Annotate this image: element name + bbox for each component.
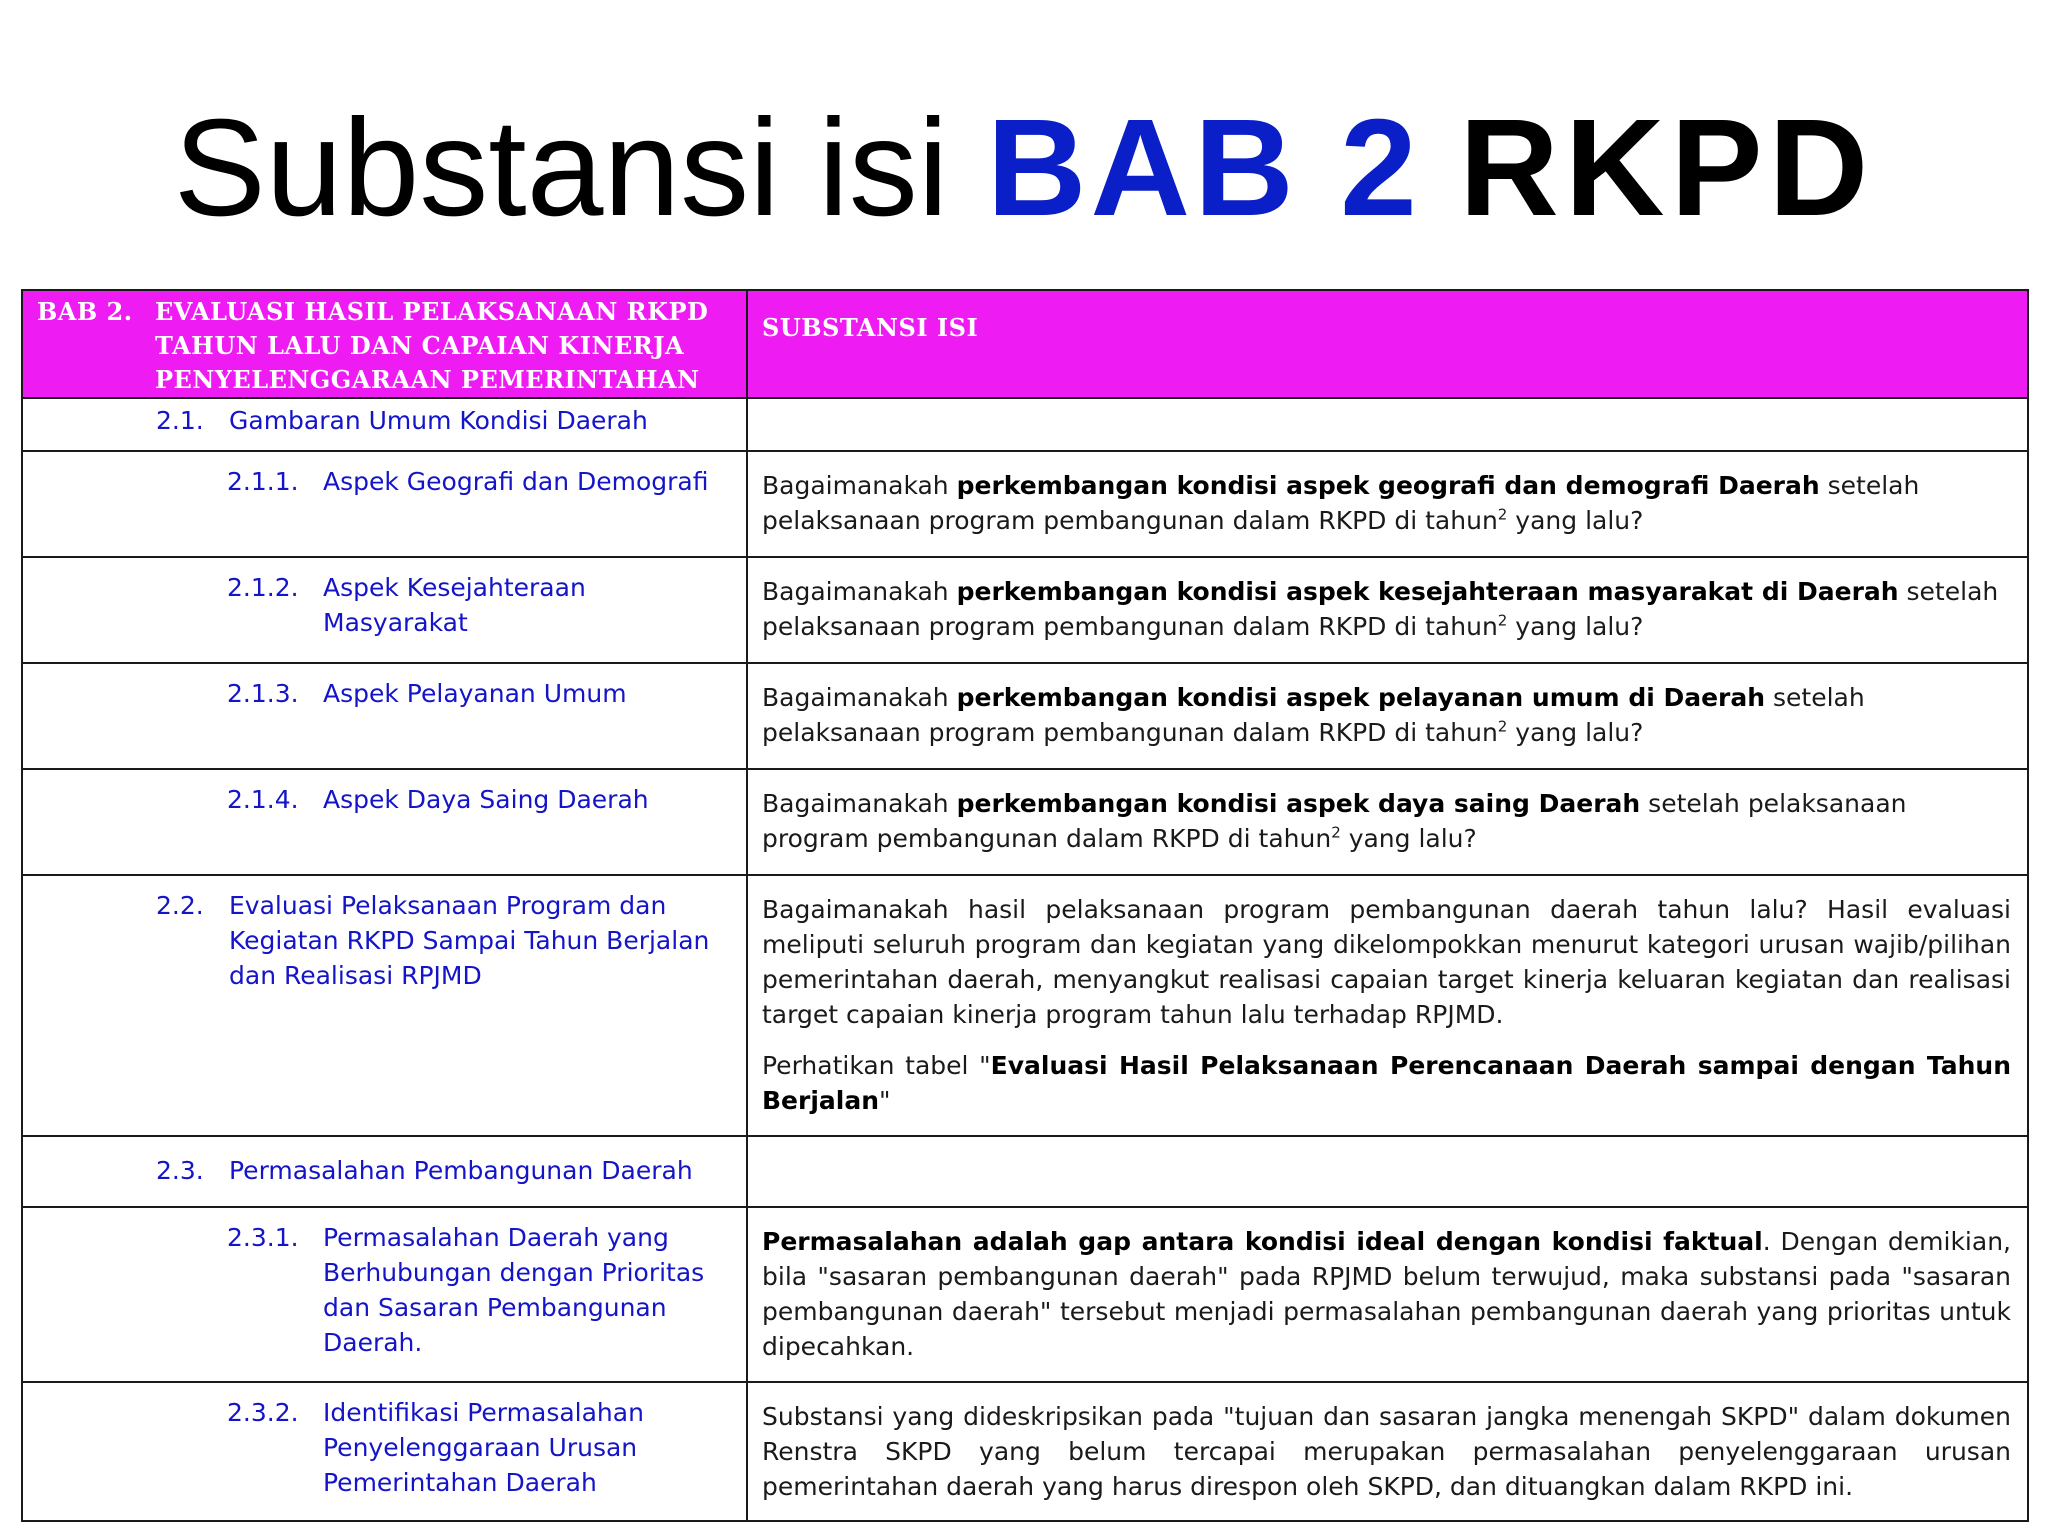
table-row (22, 398, 2028, 451)
desc-text: Bagaimanakah (762, 683, 949, 712)
desc-superscript: 2 (1497, 611, 1508, 630)
section-number: 2.1.2. (227, 573, 299, 602)
title-suffix: RKPD (1459, 91, 1875, 245)
table-row (22, 1136, 2028, 1207)
table-row (22, 557, 2028, 663)
table-row (22, 451, 2028, 557)
table-row (22, 1207, 2028, 1382)
section-number: 2.1. (156, 406, 204, 435)
section-number: 2.3.1. (227, 1223, 299, 1252)
header-bab-number: BAB 2. (37, 297, 133, 326)
section-label-cell (22, 769, 747, 875)
section-desc-cell (747, 769, 2028, 875)
section-desc-cell (747, 398, 2028, 451)
desc-superscript: 2 (1497, 505, 1508, 524)
title-prefix: Substansi isi (173, 91, 949, 245)
section-label: Aspek Geografi dan Demografi (323, 467, 709, 496)
desc-text: Substansi yang dideskripsikan pada "tujuan dan sasaran jangka menengah SKPD" dalam dokumen Renstra SKPD yang belum tercapai merupakan permasalahan penyelenggaraan urusan pemerintahan daerah yang harus direspon oleh SKPD, dan dituangkan dalam RKPD ini. (762, 1402, 2011, 1501)
section-label-cell (22, 1382, 747, 1521)
section-number: 2.3.2. (227, 1398, 299, 1427)
section-label-cell (22, 451, 747, 557)
header-substance-cell (747, 290, 2028, 398)
desc-paragraph (762, 1048, 2011, 1118)
section-label-cell (22, 1207, 747, 1382)
desc-text: . Dengan demikian, bila "sasaran pembangunan daerah" pada RPJMD belum terwujud, maka substansi pada "sasaran pembangunan daerah" tersebut menjadi permasalahan pembangunan daerah yang prioritas untuk dipecahkan. (762, 1227, 2011, 1361)
section-desc-cell (747, 663, 2028, 769)
table-header-row (22, 290, 2028, 398)
section-number: 2.1.3. (227, 679, 299, 708)
section-label: Identifikasi Permasalahan Penyelenggaraan Urusan Pemerintahan Daerah (323, 1398, 644, 1497)
desc-superscript: 2 (1497, 717, 1508, 736)
desc-text: Bagaimanakah (762, 577, 949, 606)
desc-text: Perhatikan tabel " (762, 1051, 991, 1080)
slide-title (0, 88, 2048, 248)
section-label: Aspek Kesejahteraan Masyarakat (323, 573, 586, 637)
header-bab-title: EVALUASI HASIL PELAKSANAAN RKPD TAHUN LALU DAN CAPAIAN KINERJA PENYELENGGARAAN PEMERINTAHAN (155, 297, 709, 394)
section-desc-cell (747, 1382, 2028, 1521)
section-label: Aspek Pelayanan Umum (323, 679, 627, 708)
substance-table (21, 289, 2029, 1522)
section-label-cell (22, 557, 747, 663)
section-desc-cell (747, 557, 2028, 663)
section-desc-cell (747, 1136, 2028, 1207)
desc-emphasis: perkembangan kondisi aspek daya saing Daerah (956, 789, 1641, 818)
desc-text: yang lalu? (1515, 612, 1644, 641)
desc-text: setelah pelaksanaan program pembangunan dalam RKPD di tahun (762, 471, 1920, 535)
section-label-cell (22, 398, 747, 451)
section-label: Permasalahan Daerah yang Berhubungan dengan Prioritas dan Sasaran Pembangunan Daerah. (323, 1223, 705, 1357)
table-row (22, 663, 2028, 769)
section-label: Aspek Daya Saing Daerah (323, 785, 649, 814)
desc-text: yang lalu? (1515, 506, 1644, 535)
desc-text: yang lalu? (1515, 718, 1644, 747)
desc-text: Bagaimanakah (762, 789, 949, 818)
desc-paragraph: Bagaimanakah hasil pelaksanaan program pembangunan daerah tahun lalu? Hasil evaluasi meliputi seluruh program dan kegiatan yang dikelompokkan menurut kategori urusan wajib/pilihan pemerintahan daerah, menyangkut realisasi capaian target kinerja keluaran kegiatan dan realisasi target capaian kinerja program tahun lalu terhadap RPJMD. (762, 895, 2011, 1029)
desc-emphasis: Evaluasi Hasil Pelaksanaan Perencanaan Daerah sampai dengan Tahun Berjalan (762, 1051, 2011, 1115)
desc-emphasis: Permasalahan adalah gap antara kondisi ideal dengan kondisi faktual (762, 1227, 1763, 1256)
desc-text: yang lalu? (1348, 824, 1477, 853)
desc-text: setelah pelaksanaan program pembangunan dalam RKPD di tahun (762, 789, 1907, 853)
table-row (22, 769, 2028, 875)
section-label: Evaluasi Pelaksanaan Program dan Kegiatan RKPD Sampai Tahun Berjalan dan Realisasi RPJMD (229, 891, 710, 990)
desc-text: Bagaimanakah (762, 471, 949, 500)
title-highlight: BAB 2 (986, 91, 1421, 245)
section-number: 2.1.1. (227, 467, 299, 496)
section-number: 2.1.4. (227, 785, 299, 814)
desc-text: setelah pelaksanaan program pembangunan dalam RKPD di tahun (762, 577, 1999, 641)
section-desc-cell (747, 1207, 2028, 1382)
section-label-cell (22, 1136, 747, 1207)
section-desc-cell (747, 875, 2028, 1136)
header-substance-label: SUBSTANSI ISI (762, 313, 979, 342)
section-desc-cell (747, 451, 2028, 557)
table-row (22, 1382, 2028, 1521)
section-number: 2.3. (156, 1156, 204, 1185)
header-bab-cell (22, 290, 747, 398)
desc-emphasis: perkembangan kondisi aspek geografi dan demografi Daerah (956, 471, 1820, 500)
desc-emphasis: perkembangan kondisi aspek kesejahteraan masyarakat di Daerah (956, 577, 1899, 606)
section-label: Permasalahan Pembangunan Daerah (229, 1156, 693, 1185)
section-label-cell (22, 875, 747, 1136)
section-number: 2.2. (156, 891, 204, 920)
table-row (22, 875, 2028, 1136)
desc-superscript: 2 (1331, 823, 1341, 842)
desc-emphasis: perkembangan kondisi aspek pelayanan umum di Daerah (956, 683, 1766, 712)
desc-text: setelah pelaksanaan program pembangunan dalam RKPD di tahun (762, 683, 1865, 747)
section-label: Gambaran Umum Kondisi Daerah (229, 406, 648, 435)
desc-text: " (879, 1086, 891, 1115)
section-label-cell (22, 663, 747, 769)
